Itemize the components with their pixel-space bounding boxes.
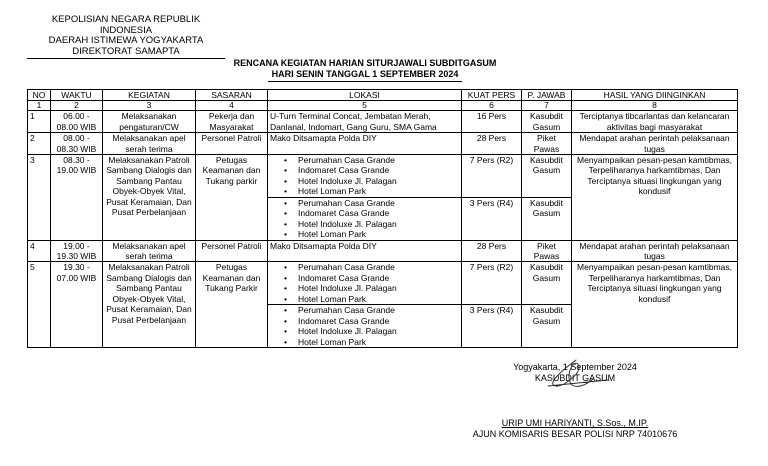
table-row xyxy=(28,155,738,241)
cell-no: 1 xyxy=(28,111,51,133)
signatory-name: URIP UMI HARIYANTI, S.Sos., M.IP. xyxy=(501,418,649,428)
location-item: • Hotel Loman Park xyxy=(284,337,459,347)
table-row xyxy=(28,262,738,348)
location-item: • Perumahan Casa Grande xyxy=(284,305,459,315)
org-line-3: DIREKTORAT SAMAPTA xyxy=(72,45,180,57)
lokasi-group-r2 xyxy=(268,262,461,305)
kuat-pers-r2: 7 Pers (R2) xyxy=(462,262,521,305)
cell-lokasi: Mako Ditsamapta Polda DIY xyxy=(268,133,462,155)
col-number: 5 xyxy=(268,101,462,111)
cell-p-jawab: Kasubdit Gasum xyxy=(522,111,572,133)
p-jawab-r4: Kasubdit Gasum xyxy=(529,305,564,326)
cell-lokasi: U-Turn Terminal Concat, Jembatan Merah, Danlanal, Indomart, Gang Guru, SMA Gama xyxy=(268,111,462,133)
col-header-kuat-pers: KUAT PERS xyxy=(462,90,522,101)
column-number-row xyxy=(28,101,738,111)
cell-waktu: 08.00 - 08.30 WIB xyxy=(51,133,103,155)
cell-lokasi xyxy=(268,262,462,348)
cell-p-jawab: Piket Pawas xyxy=(522,133,572,155)
col-header-hasil: HASIL YANG DIINGINKAN xyxy=(572,90,738,101)
p-jawab-r2: Kasubdit Gasum xyxy=(522,262,571,305)
location-item: • Perumahan Casa Grande xyxy=(284,198,459,208)
kuat-pers-r4: 3 Pers (R4) xyxy=(469,305,514,316)
cell-sasaran: Petugas Keamanan dan Tukang Parkir xyxy=(196,262,268,348)
p-jawab-r2: Kasubdit Gasum xyxy=(522,155,571,198)
lokasi-group-r4 xyxy=(270,305,459,347)
cell-kegiatan: Melaksanakan Patroli Sambang Dialogis dan Sambang Pantau Obyek-Obyek Vital, Pusat Keramaian, Dan Pusat Perbelanjaan xyxy=(103,262,196,348)
cell-waktu: 06.00 - 08.00 WIB xyxy=(51,111,103,133)
col-header-waktu: WAKTU xyxy=(51,90,103,101)
cell-no: 2 xyxy=(28,133,51,155)
handwritten-signature xyxy=(528,356,618,396)
cell-kuat-pers: 16 Pers xyxy=(462,111,522,133)
location-item: • Hotel Loman Park xyxy=(284,294,459,304)
table-row xyxy=(28,240,738,262)
cell-no: 5 xyxy=(28,262,51,348)
col-number: 6 xyxy=(462,101,522,111)
cell-waktu: 08.30 - 19.00 WIB xyxy=(51,155,103,241)
col-header-no: NO xyxy=(28,90,51,101)
title-line-2: HARI SENIN TANGGAL 1 SEPTEMBER 2024 xyxy=(268,69,463,82)
title-line-1: RENCANA KEGIATAN HARIAN SITURJAWALI SUBDITGASUM xyxy=(233,58,497,68)
activity-plan-table xyxy=(27,89,738,348)
col-number: 7 xyxy=(522,101,572,111)
p-jawab-r4: Kasubdit Gasum xyxy=(529,198,564,219)
cell-no: 3 xyxy=(28,155,51,241)
org-line-1: KEPOLISIAN NEGARA REPUBLIK INDONESIA xyxy=(51,14,201,36)
location-item: • Hotel Indoluxe Jl. Palagan xyxy=(284,219,459,229)
col-header-p-jawab: P. JAWAB xyxy=(522,90,572,101)
signature-place-date: Yogyakarta, 1 September 2024 xyxy=(513,362,637,372)
kuat-pers-r4: 3 Pers (R4) xyxy=(469,198,514,209)
signatory-block xyxy=(470,418,680,440)
cell-kegiatan: Melaksanakan Patroli Sambang Dialogis dan Sambang Pantau Obyek-Obyek Vital, Pusat Keramaian, Dan Pusat Perbelanjaan xyxy=(103,155,196,241)
cell-no: 4 xyxy=(28,240,51,262)
cell-p-jawab xyxy=(522,262,572,348)
location-item: • Hotel Loman Park xyxy=(284,186,459,196)
cell-hasil: Mendapat arahan perintah pelaksanaan tugas xyxy=(572,133,738,155)
table-row xyxy=(28,133,738,155)
signature-position: KASUBDIT GASUM xyxy=(534,373,616,383)
col-number: 1 xyxy=(28,101,51,111)
cell-hasil: Menyampaikan pesan-pesan kamtibmas, Terpeliharanya harkamtibmas, Dan Terciptanya situasi lingkungan yang kondusif xyxy=(572,155,738,241)
signatory-rank-nrp: AJUN KOMISARIS BESAR POLISI NRP 74010676 xyxy=(472,429,678,439)
cell-sasaran: Petugas Keamanan dan Tukang parkir xyxy=(196,155,268,241)
location-item: • Perumahan Casa Grande xyxy=(284,262,459,272)
location-item: • Hotel Indoluxe Jl. Palagan xyxy=(284,283,459,293)
col-header-sasaran: SASARAN xyxy=(196,90,268,101)
lokasi-group-r2 xyxy=(268,155,461,198)
cell-hasil: Mendapat arahan perintah pelaksanaan tugas xyxy=(572,240,738,262)
cell-kuat-pers: 28 Pers xyxy=(462,240,522,262)
col-number: 3 xyxy=(103,101,196,111)
location-item: • Hotel Indoluxe Jl. Palagan xyxy=(284,326,459,336)
cell-kegiatan: Melaksanakan apel serah terima xyxy=(103,133,196,155)
cell-kegiatan: Melaksanakan apel serah terima xyxy=(103,240,196,262)
location-item: • Indomaret Casa Grande xyxy=(284,273,459,283)
lokasi-group-r4 xyxy=(270,198,459,240)
location-item: • Hotel Indoluxe Jl. Palagan xyxy=(284,176,459,186)
cell-kegiatan: Melaksanakan pengaturan/CW xyxy=(103,111,196,133)
cell-waktu: 19.30 - 07.00 WIB xyxy=(51,262,103,348)
table-row xyxy=(28,111,738,133)
location-item: • Indomaret Casa Grande xyxy=(284,316,459,326)
cell-lokasi xyxy=(268,155,462,241)
col-number: 2 xyxy=(51,101,103,111)
cell-sasaran: Pekerja dan Masyarakat xyxy=(196,111,268,133)
cell-sasaran: Personel Patroli xyxy=(196,133,268,155)
document-title xyxy=(195,58,535,82)
location-item: • Indomaret Casa Grande xyxy=(284,208,459,218)
location-item: • Perumahan Casa Grande xyxy=(284,155,459,165)
cell-waktu: 19.00 - 19.30 WIB xyxy=(51,240,103,262)
col-number: 4 xyxy=(196,101,268,111)
table-header-row xyxy=(28,90,738,101)
location-item: • Hotel Loman Park xyxy=(284,229,459,239)
cell-lokasi: Mako Ditsamapta Polda DIY xyxy=(268,240,462,262)
col-header-kegiatan: KEGIATAN xyxy=(103,90,196,101)
cell-hasil: Terciptanya tibcarlantas dan kelancaran aktivitas bagi masyarakat xyxy=(572,111,738,133)
cell-sasaran: Personel Patroli xyxy=(196,240,268,262)
location-item: • Indomaret Casa Grande xyxy=(284,165,459,175)
org-header xyxy=(26,15,226,59)
col-header-lokasi: LOKASI xyxy=(268,90,462,101)
cell-kuat-pers xyxy=(462,155,522,241)
cell-hasil: Menyampaikan pesan-pesan kamtibmas, Terpeliharanya harkamtibmas, Dan Terciptanya situasi lingkungan yang kondusif xyxy=(572,262,738,348)
cell-p-jawab xyxy=(522,155,572,241)
cell-p-jawab: Piket Pawas xyxy=(522,240,572,262)
cell-kuat-pers: 28 Pers xyxy=(462,133,522,155)
cell-kuat-pers xyxy=(462,262,522,348)
col-number: 8 xyxy=(572,101,738,111)
kuat-pers-r2: 7 Pers (R2) xyxy=(462,155,521,198)
org-line-2: DAERAH ISTIMEWA YOGYAKARTA xyxy=(48,35,204,47)
